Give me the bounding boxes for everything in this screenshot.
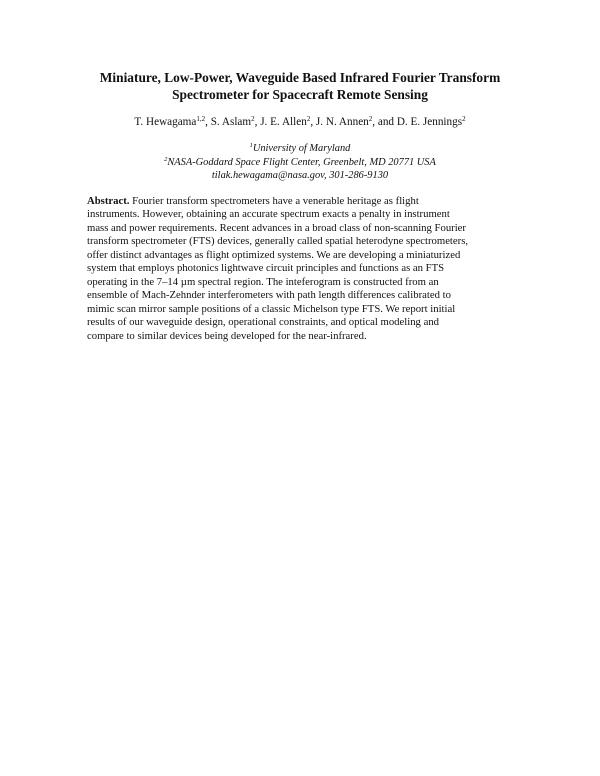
abstract-line: instruments. However, obtaining an accurate spectrum exacts a penalty in instrument [87, 208, 450, 221]
abstract-line: operating in the 7–14 µm spectral region. The inteferogram is constructed from an [87, 275, 439, 288]
author-name: J. N. Annen [315, 116, 369, 128]
affiliation-block [40, 142, 560, 183]
author-name: J. E. Allen [260, 116, 307, 128]
abstract [87, 195, 517, 343]
contact-line: tilak.hewagama@nasa.gov, 301-286-9130 [211, 170, 389, 181]
abstract-line-text: Fourier transform spectrometers have a venerable heritage as flight [129, 195, 419, 207]
author-separator: , [205, 116, 211, 128]
author-affiliation-marker: 2 [251, 115, 255, 123]
author-affiliation-marker: 2 [306, 115, 311, 123]
author-separator: , [310, 116, 316, 128]
title-line-2: Spectrometer for Spacecraft Remote Sensing [172, 87, 428, 102]
author-affiliation-marker: 2 [368, 115, 373, 123]
abstract-line [87, 195, 517, 208]
abstract-line: mass and power requirements. Recent advances in a broad class of non-scanning Fourier [87, 221, 466, 234]
abstract-line: results of our waveguide design, operational constraints, and optical modeling and [87, 316, 440, 329]
affiliation-text: NASA-Goddard Space Flight Center, Greenbelt, MD 20771 USA [167, 156, 436, 168]
paper-title [60, 69, 540, 103]
author-separator: , and [372, 116, 397, 128]
abstract-line: mimic scan mirror sample positions of a classic Michelson type FTS. We report initial [87, 302, 456, 315]
author-list [40, 115, 560, 129]
abstract-line: offer distinct advantages as flight optimized systems. We are developing a miniaturized [87, 248, 461, 261]
abstract-line: system that employs photonics lightwave circuit principles and functions as an FTS [87, 262, 445, 275]
abstract-label: Abstract. [87, 195, 130, 207]
title-line-1: Miniature, Low-Power, Waveguide Based Infrared Fourier Transform [99, 70, 501, 85]
author-affiliation-marker: 2 [462, 115, 466, 123]
author-name: D. E. Jennings [396, 116, 463, 128]
author-name: T. Hewagama [134, 116, 197, 128]
author-name: S. Aslam [210, 116, 252, 128]
affiliation-marker: 1 [249, 142, 253, 149]
affiliation-line [40, 156, 560, 170]
abstract-line: transform spectrometer (FTS) devices, generally called spatial heterodyne spectrometers, [87, 235, 469, 248]
abstract-line: ensemble of Mach-Zehnder interferometers with path length differences calibrated to [87, 289, 451, 302]
affiliation-marker: 2 [164, 155, 168, 163]
author-affiliation-marker: 1,2 [196, 115, 206, 123]
affiliation-text: University of Maryland [252, 143, 351, 154]
author-separator: , [254, 116, 261, 128]
affiliation-line [40, 142, 560, 156]
abstract-line: compare to similar devices being developed for the near-infrared. [87, 329, 367, 342]
